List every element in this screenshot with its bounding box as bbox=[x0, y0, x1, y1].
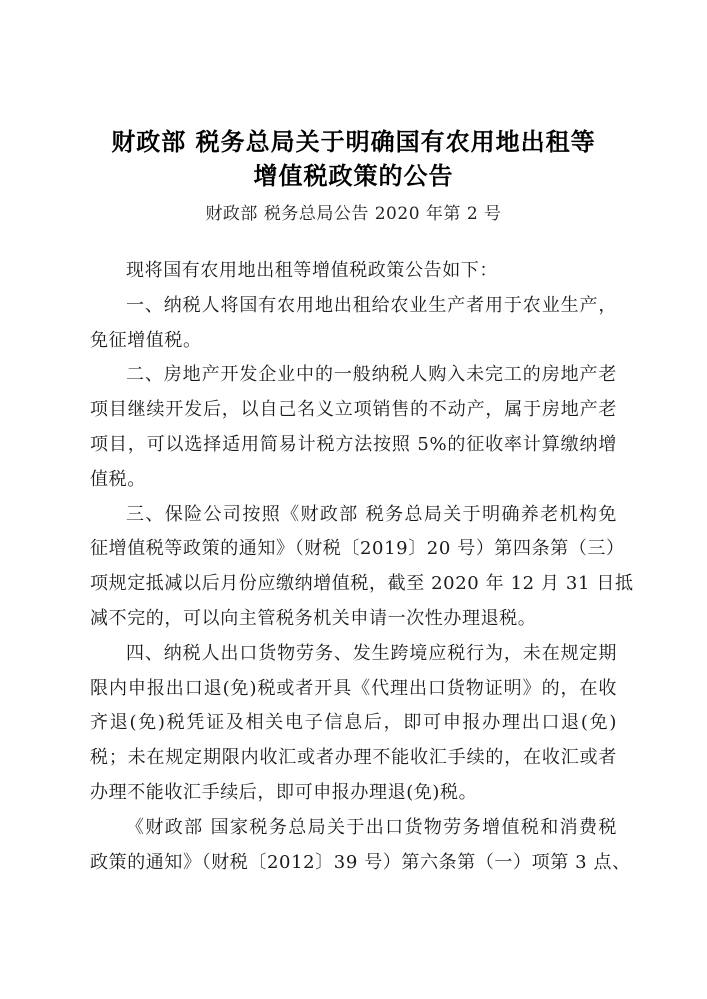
paragraph-line: 项规定抵减以后月份应缴纳增值税，截至 2020 年 12 月 31 日抵 bbox=[90, 573, 634, 595]
paragraph-line: 减不完的，可以向主管税务机关申请一次性办理退税。 bbox=[90, 607, 537, 629]
paragraph-line: 三、保险公司按照《财政部 税务总局关于明确养老机构免 bbox=[126, 503, 617, 525]
paragraph-line: 值税。 bbox=[90, 468, 146, 490]
body-paragraph bbox=[90, 637, 617, 811]
paragraph-line: 免征增值税。 bbox=[90, 329, 202, 351]
paragraph-line: 现将国有农用地出租等增值税政策公告如下： bbox=[126, 260, 498, 281]
document-title-line-2: 增值税政策的公告 bbox=[253, 162, 454, 190]
paragraph-line: 限内申报出口退(免)税或者开具《代理出口货物证明》的，在收 bbox=[90, 677, 617, 699]
paragraph-line: 四、纳税人出口货物劳务、发生跨境应税行为，未在规定期 bbox=[126, 642, 617, 664]
body-paragraph bbox=[90, 358, 617, 497]
document-title-line-1: 财政部 税务总局关于明确国有农用地出租等 bbox=[111, 128, 596, 156]
body-paragraph bbox=[90, 254, 617, 289]
paragraph-line: 政策的通知》（财税〔2012〕39 号）第六条第（一）项第 3 点、 bbox=[90, 851, 631, 873]
body-paragraph bbox=[90, 498, 634, 637]
paragraph-line: 项目继续开发后，以自己名义立项销售的不动产，属于房地产老 bbox=[90, 399, 617, 421]
paragraph-line: 项目，可以选择适用简易计税方法按照 5%的征收率计算缴纳增 bbox=[90, 433, 617, 455]
paragraph-line: 二、房地产开发企业中的一般纳税人购入未完工的房地产老 bbox=[126, 364, 617, 386]
paragraph-line: 办理不能收汇手续后，即可申报办理退(免)税。 bbox=[90, 781, 478, 803]
announcement-number: 财政部 税务总局公告 2020 年第 2 号 bbox=[205, 204, 502, 224]
paragraph-line: 征增值税等政策的通知》（财税〔2019〕20 号）第四条第（三） bbox=[90, 538, 625, 560]
document-body bbox=[90, 254, 634, 880]
body-paragraph bbox=[90, 811, 631, 881]
body-paragraph bbox=[90, 289, 617, 359]
paragraph-line: 税；未在规定期限内收汇或者办理不能收汇手续的，在收汇或者 bbox=[90, 747, 617, 769]
paragraph-line: 一、纳税人将国有农用地出租给农业生产者用于农业生产， bbox=[126, 294, 617, 316]
paragraph-line: 《财政部 国家税务总局关于出口货物劳务增值税和消费税 bbox=[126, 816, 617, 838]
paragraph-line: 齐退(免)税凭证及相关电子信息后，即可申报办理出口退(免) bbox=[90, 712, 617, 734]
